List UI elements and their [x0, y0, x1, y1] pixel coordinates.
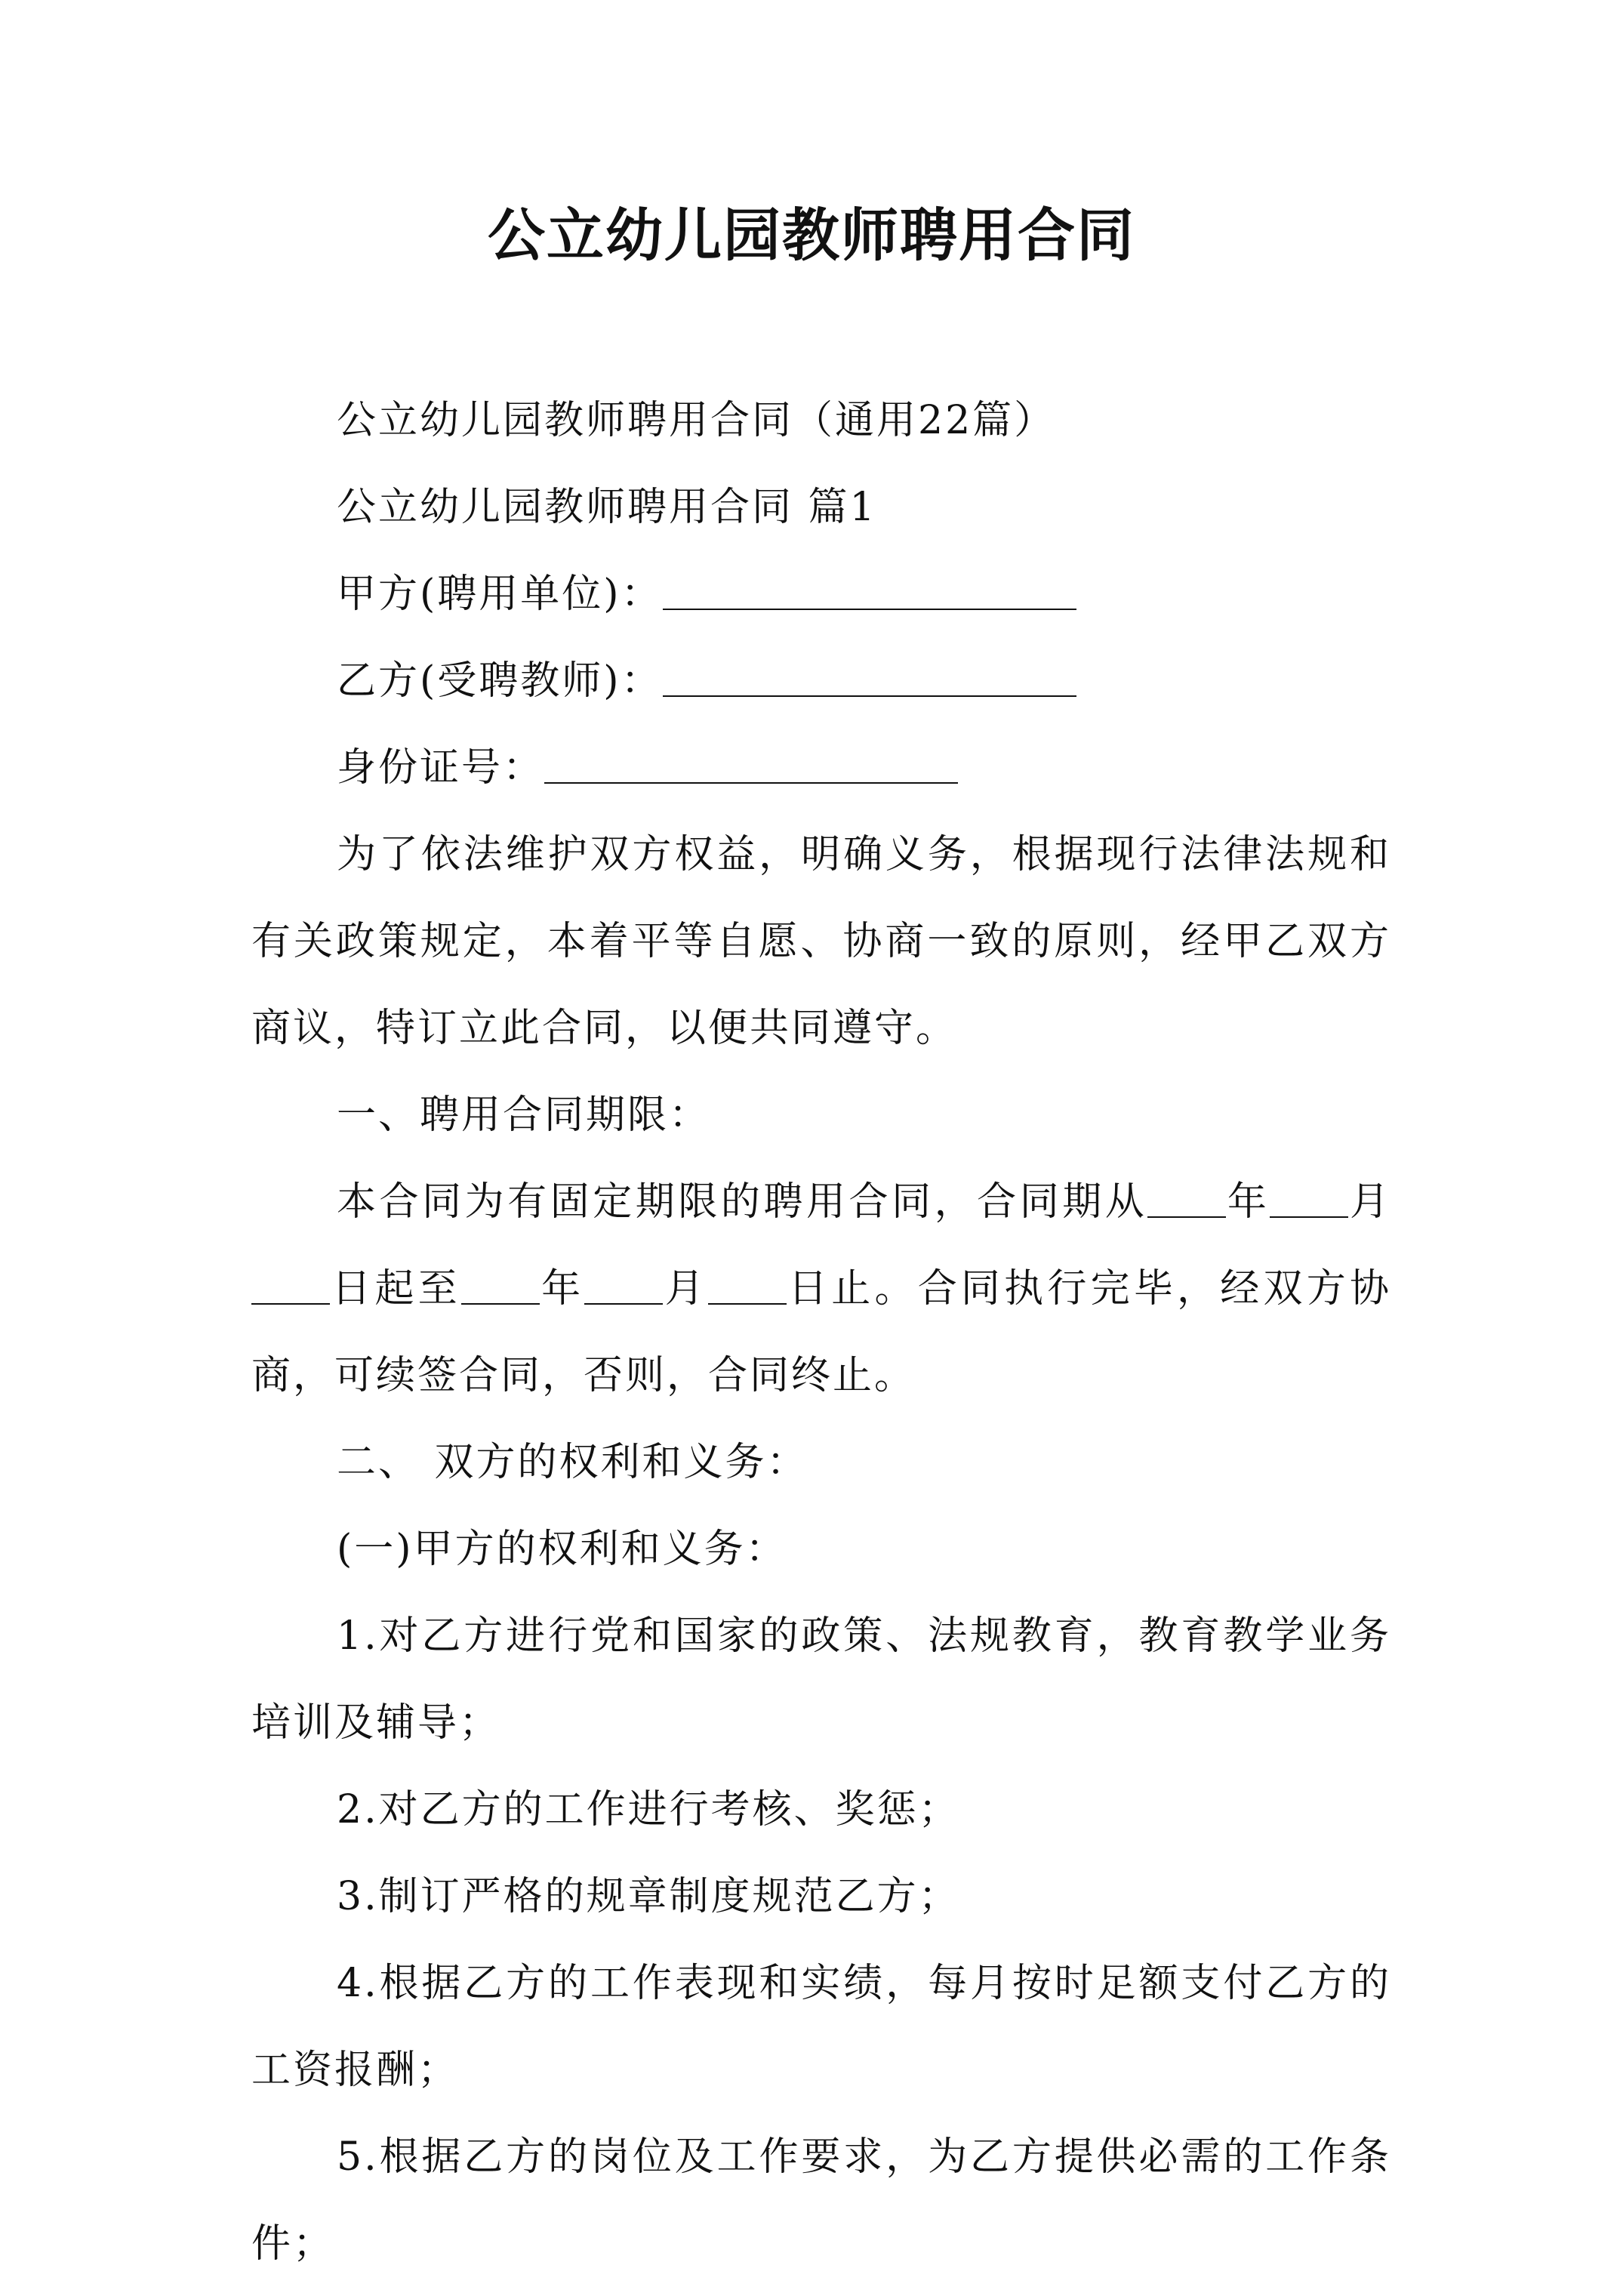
start-day-blank	[251, 1267, 330, 1305]
end-month-blank	[584, 1267, 663, 1305]
section-heading: 公立幼儿园教师聘用合同 篇1	[337, 485, 877, 530]
term-month-1: 月	[1348, 1179, 1391, 1225]
document-title: 公立幼儿园教师聘用合同	[488, 202, 1135, 269]
id-label: 身份证号：	[337, 745, 545, 791]
term-day-2-text: 日止。合同执行完毕，经双方协商，可续签合同，否则，合同终止。	[251, 1266, 1391, 1398]
party-b-line	[251, 638, 1391, 725]
intro-paragraph: 为了依法维护双方权益，明确义务，根据现行法律法规和有关政策规定，本着平等自愿、协商一致的原则，经甲乙双方商议，特订立此合同，以便共同遵守。	[251, 832, 1391, 1051]
term-year-2: 年	[539, 1266, 585, 1311]
list-item: 3.制订严格的规章制度规范乙方；	[337, 1874, 960, 1919]
list-item: 4.根据乙方的工作表现和实绩，每月按时足额支付乙方的工资报酬；	[251, 1961, 1391, 2093]
end-year-blank	[461, 1267, 540, 1305]
term-year-1: 年	[1226, 1179, 1270, 1225]
end-day-blank	[708, 1267, 787, 1305]
article2-heading: 二、 双方的权利和义务：	[337, 1440, 808, 1485]
document-body	[251, 378, 1391, 2288]
document-subtitle: 公立幼儿园教师聘用合同（通用22篇）	[337, 398, 1056, 443]
id-line	[251, 725, 1391, 812]
term-day-1: 日起至	[330, 1266, 461, 1311]
start-month-blank	[1270, 1180, 1348, 1218]
party-b-label: 乙方(受聘教师)：	[337, 658, 663, 704]
article1-heading: 一、聘用合同期限：	[337, 1093, 711, 1138]
start-year-blank	[1147, 1180, 1226, 1218]
party-b-blank	[663, 659, 1076, 697]
list-item: 1.对乙方进行党和国家的政策、法规教育，教育教学业务培训及辅导；	[251, 1613, 1391, 1746]
list-item: 2.对乙方的工作进行考核、奖惩；	[337, 1787, 960, 1832]
id-blank	[544, 746, 958, 784]
list-item: 5.根据乙方的岗位及工作要求，为乙方提供必需的工作条件；	[251, 2134, 1391, 2267]
party-a-line	[251, 551, 1391, 638]
party-a-blank	[663, 572, 1076, 610]
term-paragraph	[251, 1159, 1391, 1419]
party-a-label: 甲方(聘用单位)：	[337, 572, 663, 617]
term-text-1: 本合同为有固定期限的聘用合同，合同期从	[337, 1179, 1148, 1225]
term-month-2: 月	[663, 1266, 708, 1311]
sub1-heading: (一)甲方的权利和义务：	[337, 1527, 787, 1572]
